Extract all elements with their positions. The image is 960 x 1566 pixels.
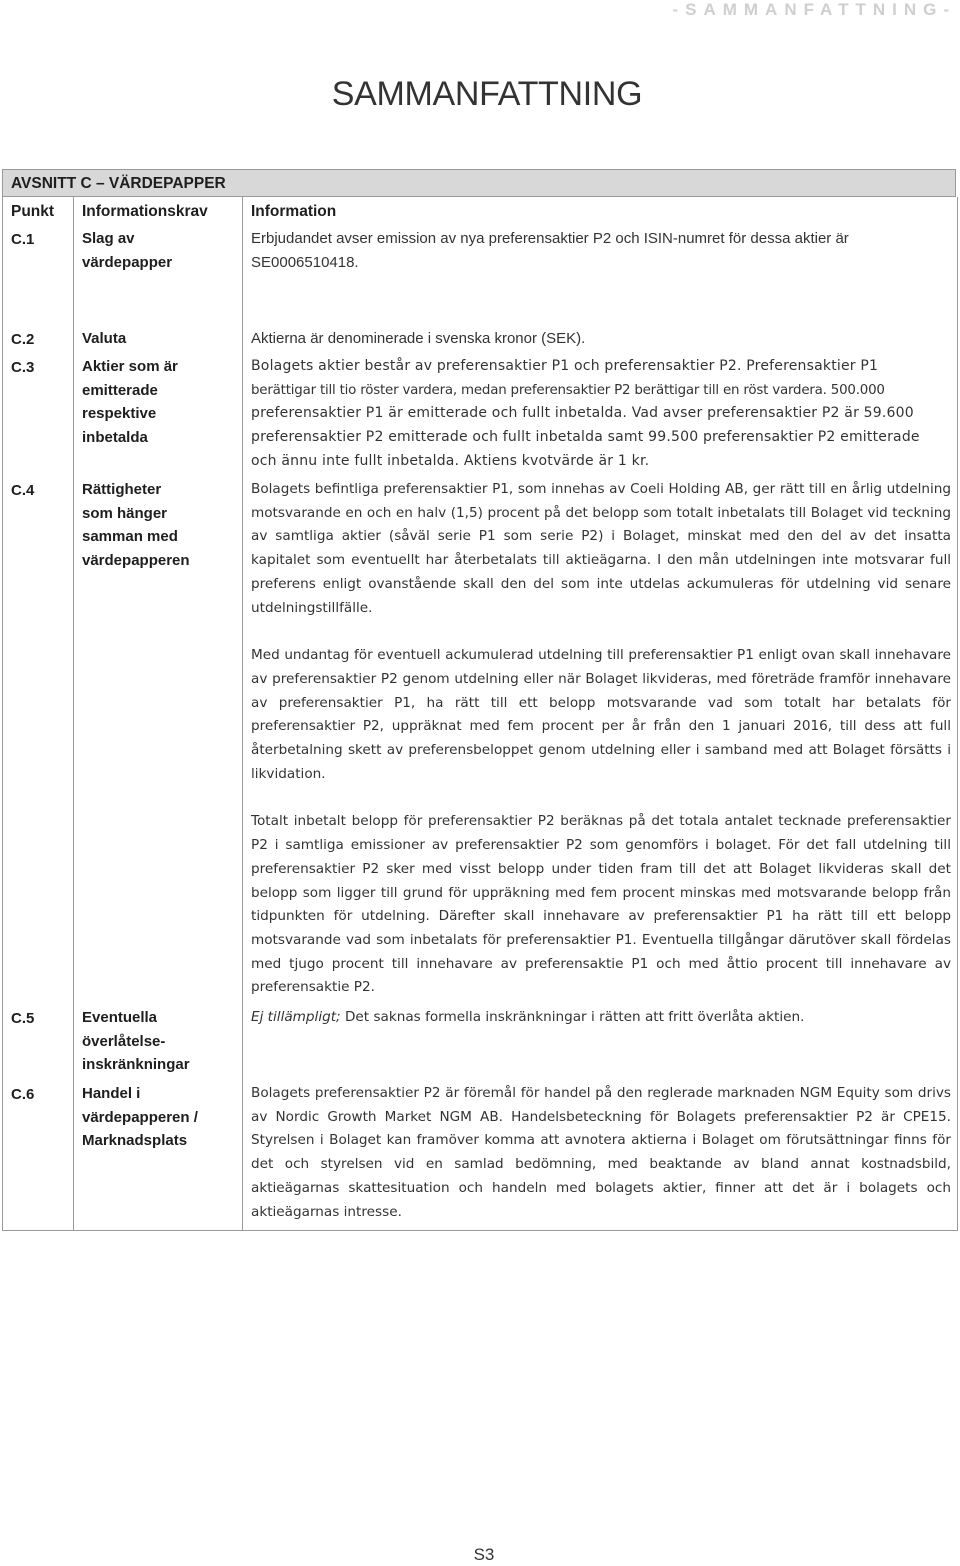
section-header: AVSNITT C – VÄRDEPAPPER [2,169,956,197]
requirement-c3: Aktier som är emitterade respektive inbetalda [82,358,178,447]
row-number-c5: C.5 [11,1010,35,1027]
requirement-c2: Valuta [82,330,127,347]
c4-paragraph-2: Med undantag för eventuell ackumulerad utdelning till preferensaktier P1 enligt ovan skall innehavare av preferensaktier P2 genom utdelning eller när Bolaget likvideras, med företräde framför innehavare av preferensaktier P1, ha rätt till ett belopp motsvarande vad som totalt har betalats för preferensaktier P2, uppräknat med fem procent per år från den 1 januari 2016, till dess att full återbetalning skett av preferensbeloppet genom utdelning eller i samband med att Bolaget försätts i likvidation. [251,647,951,782]
requirement-c5: Eventuella överlåtelse- inskränkningar [82,1009,190,1074]
requirement-c4: Rättigheter som hänger samman med värdepapperen [82,481,190,570]
table-body [2,197,958,1231]
information-c3: Bolagets aktier består av preferensaktier P1 och preferensaktier P2. Preferensaktier P1 berättigar till tio röster vardera, medan preferensaktier P2 berättigar till en röst vardera. 500.000 preferensaktier P1 är emitterade och fullt inbetalda. Vad avser preferensaktier P2 är 59.600 preferensaktier P2 emitterade och fullt inbetalda samt 99.500 preferensaktier P2 emitterade och ännu inte fullt inbetalda. Aktiens kvotvärde är 1 kr. [251,358,920,469]
column-header-information: Information [251,203,337,220]
requirement-c6: Handel i värdepapperen / Marknadsplats [82,1085,198,1150]
row-number-c4: C.4 [11,482,35,499]
requirement-c1: Slag av värdepapper [82,230,173,271]
running-head: -SAMMANFATTNING- [672,0,956,19]
information-c6: Bolagets preferensaktier P2 är föremål för handel på den reglerade marknaden NGM Equity som drivs av Nordic Growth Market NGM AB. Handelsbeteckning för Bolagets preferensaktier P2 är CPE15. Styrelsen i Bolaget kan framöver komma att avnotera aktierna i Bolaget om förutsättningar finns för det och styrelsen vid en samlad bedömning, med beaktande av bland annat kostnadsbild, aktieägarnas skattesituation och handeln med bolagets aktier, finner att det är i bolagets och aktieägarnas intresse. [251,1085,951,1220]
summary-table [2,169,958,1231]
information-c1: Erbjudandet avser emission av nya preferensaktier P2 och ISIN-numret för dessa aktier är SE0006510418. [251,230,849,271]
information-c4 [251,478,951,1000]
column-divider [242,197,243,1230]
information-c5: Ej tillämpligt; Det saknas formella inskränkningar i rätten att fritt överlåta aktien. [251,1009,805,1025]
column-header-punkt: Punkt [11,203,55,220]
c4-paragraph-3: Totalt inbetalt belopp för preferensaktier P2 beräknas på det totala antalet tecknade preferensaktier P2 i samtliga emissioner av preferensaktier P2 som genomförs i bolaget. För det fall utdelning till preferensaktier P2 sker med visst belopp under tiden fram till det att Bolaget likvideras skall det belopp som ligger till grund för uppräkning med fem procent minskas med motsvarande belopp från tidpunkten för utdelning. Därefter skall innehavare av preferensaktier P1 ha rätt till ett belopp motsvarande vad som inbetalats för preferensaktier P1. Eventuella tillgångar därutöver skall fördelas med tjugo procent till innehavare av preferensaktie P1 och med åttio procent till innehavare av preferensaktie P2. [251,813,951,996]
row-number-c3: C.3 [11,359,35,376]
row-number-c1: C.1 [11,231,35,248]
column-header-informationskrav: Informationskrav [82,203,208,220]
page-number: S3 [473,1545,495,1564]
page-title: SAMMANFATTNING [331,74,643,113]
row-number-c6: C.6 [11,1086,35,1103]
c4-paragraph-1: Bolagets befintliga preferensaktier P1, som innehas av Coeli Holding AB, ger rätt till en årlig utdelning motsvarande en och en halv (1,5) procent på det belopp som totalt inbetalats till Bolaget vid teckning av samtliga aktier (såväl serie P1 som serie P2) i Bolaget, minskat med den del av det insatta kapitalet som eventuellt har återbetalats till aktieägarna. I den mån utdelningen inte motsvarar full preferens enligt ovanstående skall den del som inte utdelas ackumuleras för utdelning vid senare utdelningstillfälle. [251,481,951,616]
information-c2: Aktierna är denominerade i svenska kronor (SEK). [251,330,586,347]
column-divider [73,197,74,1230]
row-number-c2: C.2 [11,331,35,348]
